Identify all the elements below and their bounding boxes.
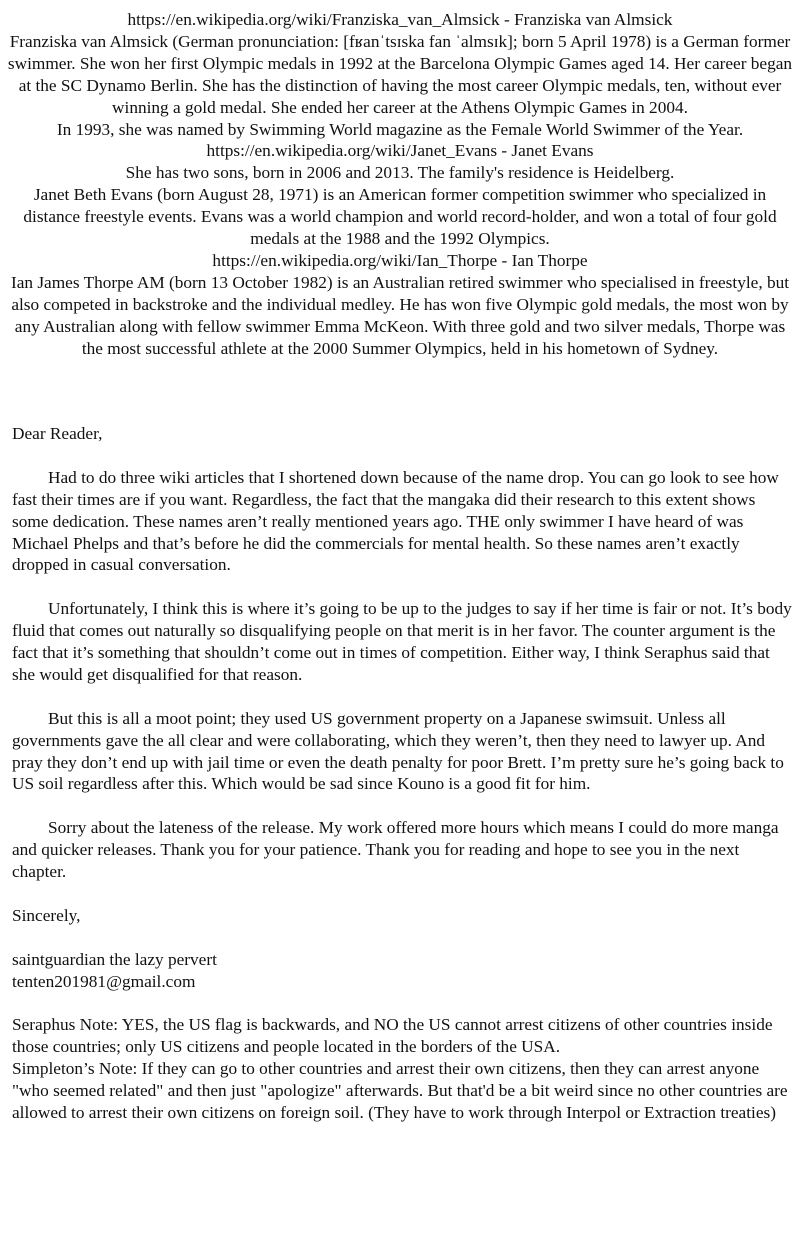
article-paragraph: Franziska van Almsick (German pronunciation: [fʁanˈtsɪska fan ˈalmsɪk]; born 5 April 1978) is a German former swimmer. She won her first Olympic medals in 1992 at the Barcelona Olympic Games aged 14. Her career began at the SC Dynamo Berlin. She has the distinction of having the most career Olympic medals, ten, without ever winning a gold medal. She ended her career at the Athens Olympic Games in 2004. [7,31,793,117]
letter-salutation: Dear Reader, [12,424,103,443]
seraphus-note: Seraphus Note: YES, the US flag is backwards, and NO the US cannot arrest citizens of other countries inside those countries; only US citizens and people located in the borders of the USA. [12,1015,773,1057]
signature-email: tenten201981@gmail.com [12,971,196,991]
article-url-line: https://en.wikipedia.org/wiki/Franziska_van_Almsick - Franziska van Almsick [127,10,673,29]
letter-paragraph: Sorry about the lateness of the release. My work offered more hours which means I could do more manga and quicker releases. Thank you for your patience. Thank you for reading and hope to see you in the next chapter. [12,818,779,882]
simpleton-note: Simpleton’s Note: If they can go to other countries and arrest their own citizens, then they can arrest anyone "who seemed related" and then just "apologize" afterwards. But that'd be a bit weird since no other countries are allowed to arrest their own citizens on foreign soil. (They have to work through Interpol or Extraction treaties) [12,1059,788,1122]
paragraph-gap [12,686,793,708]
article-url-line: https://en.wikipedia.org/wiki/Janet_Evans - Janet Evans [206,141,594,161]
letter-paragraph: Unfortunately, I think this is where it’s going to be up to the judges to say if her time is fair or not. It’s body fluid that comes out naturally so disqualifying people on that merit is in her favor. The counter argument is the fact that it’s something that shouldn’t come out in times of competition. Either way, I think Seraphus said that she would get disqualified for that reason. [12,599,792,684]
article-paragraph: Ian James Thorpe AM (born 13 October 1982) is an Australian retired swimmer who specialised in freestyle, but also competed in backstroke and the individual medley. He has won five Olympic gold medals, the most won by any Australian along with fellow swimmer Emma McKeon. With three gold and two silver medals, Thorpe was the most successful athlete at the 2000 Summer Olympics, held in his hometown of Sydney. [10,272,790,358]
letter-paragraph: But this is all a moot point; they used US government property on a Japanese swimsuit. Unless all governments gave the all clear and were collaborating, which they weren’t, then they need to lawyer up. And pray they don’t end up with jail time or even the death penalty for poor Brett. I’m pretty sure he’s going back to US soil regardless after this. Which would be sad since Kouno is a good fit for him. [12,708,784,794]
signature-name: saintguardian the lazy pervert [12,949,217,969]
translator-letter [12,423,793,1124]
article-paragraph: She has two sons, born in 2006 and 2013. The family's residence is Heidelberg. [125,163,675,183]
paragraph-gap [12,927,793,949]
paragraph-gap [12,992,793,1014]
article-url-line: https://en.wikipedia.org/wiki/Ian_Thorpe - Ian Thorpe [212,250,588,270]
letter-closing: Sincerely, [12,905,81,925]
article-paragraph: In 1993, she was named by Swimming World magazine as the Female World Swimmer of the Year. [56,119,744,139]
paragraph-gap [12,883,793,905]
article-paragraph: Janet Beth Evans (born August 28, 1971) is an American former competition swimmer who specialized in distance freestyle events. Evans was a world champion and world record-holder, and won a total of four gold medals at the 1988 and the 1992 Olympics. [23,185,777,249]
paragraph-gap [12,445,793,467]
letter-paragraph: Had to do three wiki articles that I shortened down because of the name drop. You can go look to see how fast their times are if you want. Regardless, the fact that the mangaka did their research to this extent shows some dedication. These names aren’t really mentioned years ago. THE only swimmer I have heard of was Michael Phelps and that’s before he did the commercials for mental health. So these names aren’t exactly dropped in casual conversation. [12,467,779,575]
paragraph-gap [12,795,793,817]
paragraph-gap [12,576,793,598]
wiki-excerpts [4,9,796,360]
